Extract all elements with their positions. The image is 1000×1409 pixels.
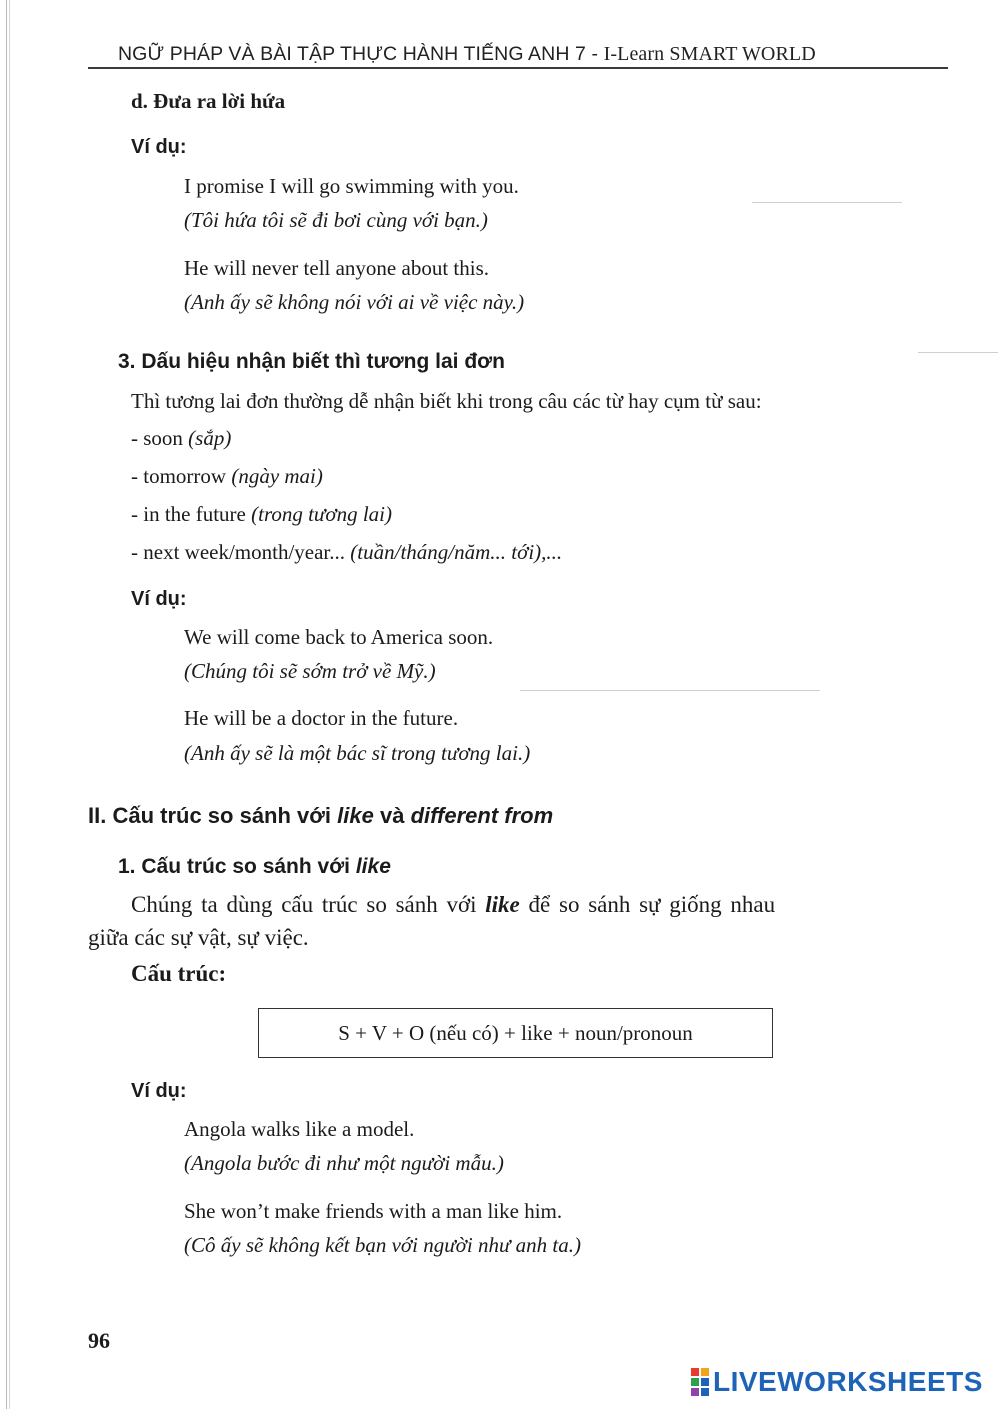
list-item (131, 502, 392, 527)
scan-artifact (918, 352, 998, 353)
section-II-heading-mid: và (373, 803, 411, 828)
scan-artifact (752, 202, 902, 203)
running-header (118, 43, 816, 66)
logo-square (701, 1378, 709, 1386)
scan-artifact (520, 690, 820, 691)
subsection-1-heading-like: like (355, 855, 391, 878)
liveworksheets-logo-text: LIVEWORKSHEETS (713, 1366, 983, 1397)
example-sentence: She won’t make friends with a man like him. (184, 1199, 563, 1223)
explanation-paragraph-line-2: giữa các sự vật, sự việc. (88, 925, 309, 950)
section-d-heading: d. Đưa ra lời hứa (131, 89, 286, 113)
section-II-heading (88, 803, 553, 829)
list-item-term: - next week/month/year... (131, 540, 351, 564)
section-II-heading-like: like (337, 803, 374, 828)
list-item-term: - in the future (131, 502, 252, 526)
header-brand: I-Learn SMART WORLD (603, 43, 816, 65)
example-sentence: I promise I will go swimming with you. (184, 174, 519, 198)
paragraph-text: Chúng ta dùng cấu trúc so sánh với (131, 892, 486, 917)
list-item (131, 540, 562, 565)
example-sentence: He will be a doctor in the future. (184, 706, 459, 730)
page-edge-rule (6, 0, 7, 1409)
list-item (131, 464, 323, 489)
page-edge-rule-inner (9, 0, 10, 1409)
logo-square (691, 1378, 699, 1386)
header-title: NGỮ PHÁP VÀ BÀI TẬP THỰC HÀNH TIẾNG ANH 7 - (118, 43, 604, 65)
list-item-term: - soon (131, 426, 189, 450)
logo-square (701, 1368, 709, 1376)
list-item-meaning: (ngày mai) (231, 464, 323, 488)
list-item (131, 426, 231, 451)
example-translation: (Anh ấy sẽ là một bác sĩ trong tương lai.) (184, 741, 531, 765)
list-item-meaning: (sắp) (188, 426, 232, 450)
section-3-intro: Thì tương lai đơn thường dễ nhận biết khi trong câu các từ hay cụm từ sau: (131, 389, 762, 413)
explanation-paragraph-line-1 (131, 892, 775, 918)
section-II-heading-text: II. Cấu trúc so sánh với (88, 803, 338, 828)
header-underline (88, 67, 948, 69)
list-item-meaning: (tuần/tháng/năm... tới),... (350, 540, 563, 564)
subsection-1-heading (118, 855, 391, 879)
example-translation: (Angola bước đi như một người mẫu.) (184, 1151, 504, 1175)
example-sentence: Angola walks like a model. (184, 1117, 415, 1141)
structure-formula-box (258, 1008, 773, 1058)
example-translation: (Anh ấy sẽ không nói với ai về việc này.) (184, 290, 525, 314)
logo-square (691, 1388, 699, 1396)
list-item-term: - tomorrow (131, 464, 232, 488)
example-translation: (Cô ấy sẽ không kết bạn với người như anh ta.) (184, 1233, 582, 1257)
paragraph-text: để so sánh sự giống nhau (519, 892, 776, 917)
logo-square (691, 1368, 699, 1376)
section-3-heading: 3. Dấu hiệu nhận biết thì tương lai đơn (118, 350, 505, 373)
structure-formula: S + V + O (nếu có) + like + noun/pronoun (338, 1020, 693, 1045)
example-translation: (Tôi hứa tôi sẽ đi bơi cùng với bạn.) (184, 208, 488, 232)
example-label: Ví dụ: (131, 136, 187, 158)
liveworksheets-logo[interactable] (691, 1366, 983, 1398)
example-label: Ví dụ: (131, 588, 187, 610)
list-item-meaning: (trong tương lai) (251, 502, 393, 526)
liveworksheets-logo-icon (691, 1368, 709, 1396)
example-label: Ví dụ: (131, 1080, 187, 1102)
structure-label: Cấu trúc: (131, 961, 227, 986)
example-sentence: We will come back to America soon. (184, 625, 494, 649)
paragraph-like-term: like (485, 892, 520, 917)
example-sentence: He will never tell anyone about this. (184, 256, 490, 280)
page-number: 96 (88, 1328, 110, 1353)
logo-square (701, 1388, 709, 1396)
example-translation: (Chúng tôi sẽ sớm trở về Mỹ.) (184, 659, 436, 683)
subsection-1-heading-text: 1. Cấu trúc so sánh với (118, 855, 356, 878)
section-II-heading-different-from: different from (410, 803, 554, 828)
